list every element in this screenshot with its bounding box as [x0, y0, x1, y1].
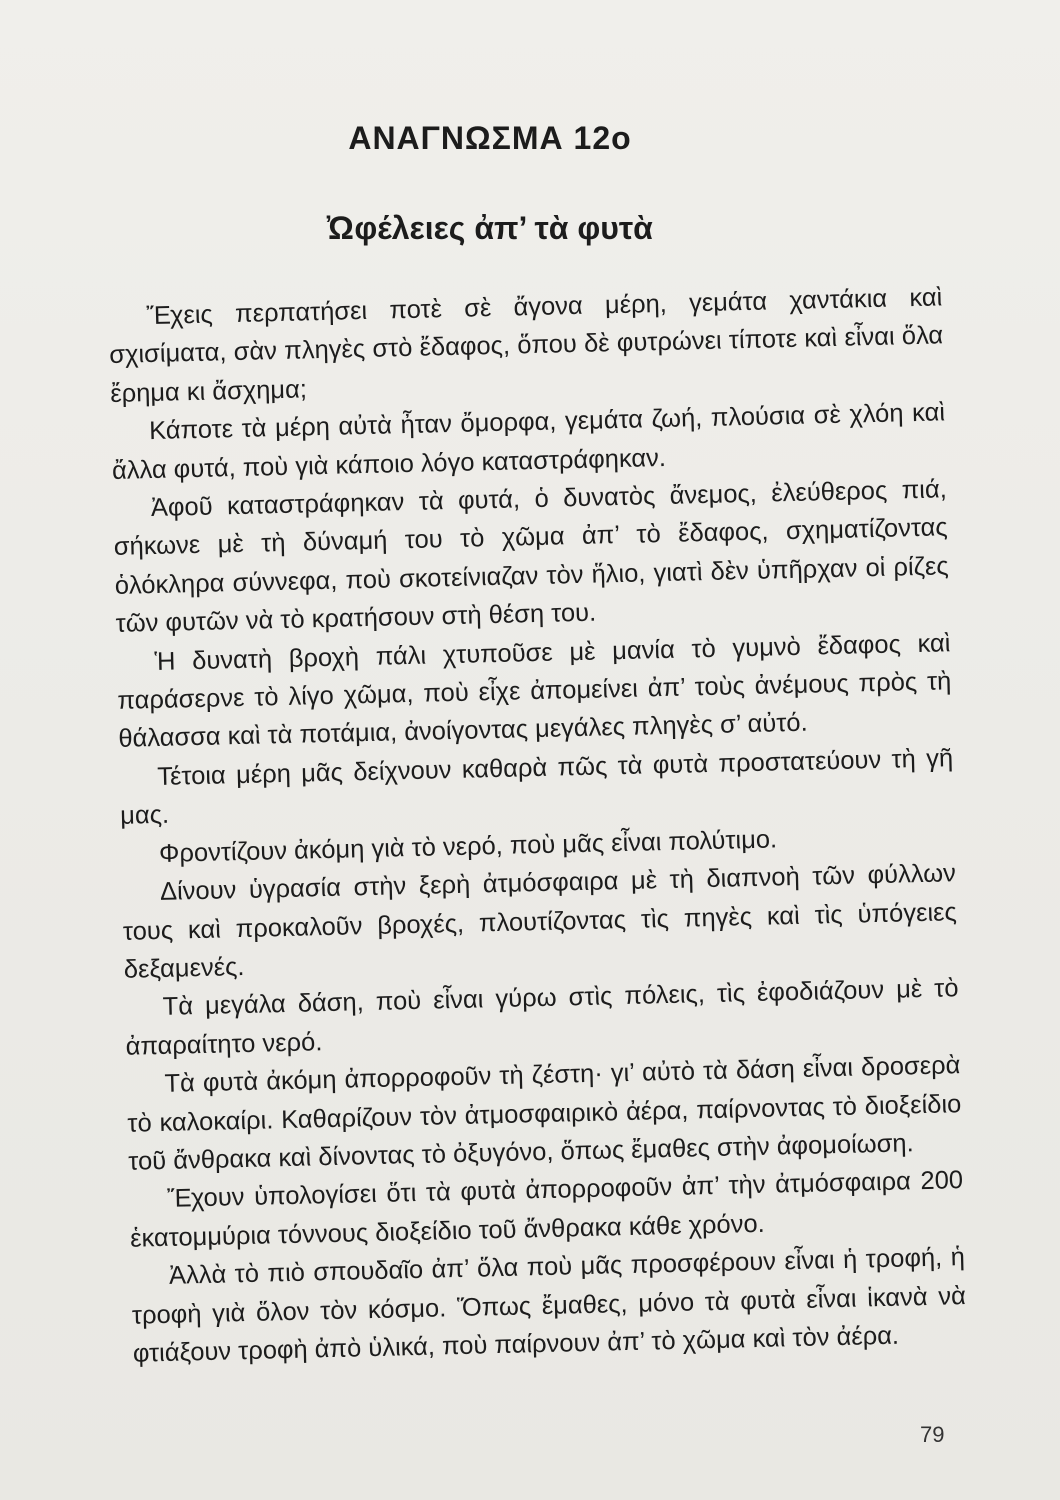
reading-heading: ΑΝΑΓΝΩΣΜΑ 12ο: [348, 120, 632, 156]
paragraph: Φροντίζουν ἀκόμη γιὰ τὸ νερό, ποὺ μᾶς εἶναι πολύτιμο.: [158, 825, 778, 868]
paragraph: Ἔχουν ὑπολογίσει ὅτι τὰ φυτὰ ἀπορροφοῦν ἀπ’ τὴν ἀτμόσφαιρα 200 ἑκατομμύρια τόννους διοξείδιο τοῦ ἄνθρακα κάθε χρόνο.: [129, 1166, 964, 1253]
paragraph: Ἀλλὰ τὸ πιὸ σπουδαῖο ἀπ’ ὅλα ποὺ μᾶς προσφέρουν εἶναι ἡ τροφή, ἡ τροφὴ γιὰ ὅλον τὸν κόσμο. Ὅπως ἔμαθες, μόνο τὰ φυτὰ εἶναι ἱκανὰ νὰ φτιάξουν τροφὴ ἀπὸ ὑλικά, ποὺ παίρνουν ἀπ’ τὸ χῶμα καὶ τὸν ἀέρα.: [131, 1243, 967, 1368]
reading-title: Ὠφέλειες ἀπ’ τὰ φυτὰ: [327, 210, 653, 246]
paragraph: Κάποτε τὰ μέρη αὐτὰ ἦταν ὄμορφα, γεμάτα ζωή, πλούσια σὲ χλόη καὶ ἄλλα φυτά, ποὺ γιὰ κάποιο λόγο καταστράφηκαν.: [111, 398, 946, 485]
paragraph: Τέτοια μέρη μᾶς δείχνουν καθαρὰ πῶς τὰ φυτὰ προστατεύουν τὴ γῆ μας.: [119, 744, 954, 831]
page-number: 79: [920, 1422, 945, 1447]
paragraph: Δίνουν ὑγρασία στὴν ξερὴ ἀτμόσφαιρα μὲ τὴ διαπνοὴ τῶν φύλλων τους καὶ προκαλοῦν βροχές, πλουτίζοντας τὶς πηγὲς καὶ τὶς ὑπόγειες δεξαμενές.: [122, 859, 958, 984]
paragraph: Ἡ δυνατὴ βροχὴ πάλι χτυποῦσε μὲ μανία τὸ γυμνὸ ἔδαφος καὶ παράσερνε τὸ λίγο χῶμα, ποὺ εἶχε ἀπομείνει ἀπ’ τοὺς ἀνέμους πρὸς τὴ θάλασσα καὶ τὰ ποτάμια, ἀνοίγοντας μεγάλες πληγὲς σ’ αὐτό.: [117, 628, 952, 754]
paragraph: Ἀφοῦ καταστράφηκαν τὰ φυτά, ὁ δυνατὸς ἄνεμος, ἐλεύθερος πιά, σήκωνε μὲ τὴ δύναμή του τὸ χῶμα ἀπ’ τὸ ἔδαφος, σχηματίζοντας ὁλόκληρα σύννεφα, ποὺ σκοτείνιαζαν τὸν ἥλιο, γιατὶ δὲν ὑπῆρχαν οἱ ρίζες τῶν φυτῶν νὰ τὸ κρατήσουν στὴ θέση του.: [113, 475, 949, 639]
paragraph: Τὰ μεγάλα δάση, ποὺ εἶναι γύρω στὶς πόλεις, τὶς ἐφοδιάζουν μὲ τὸ ἀπαραίτητο νερό.: [125, 974, 959, 1061]
paragraph: Τὰ φυτὰ ἀκόμη ἀπορροφοῦν τὴ ζέστη· γι’ αὐτὸ τὰ δάση εἶναι δροσερὰ τὸ καλοκαίρι. Καθαρίζουν τὸν ἀτμοσφαιρικὸ ἀέρα, παίρνοντας τὸ διοξείδιο τοῦ ἄνθρακα καὶ δίνοντας τὸ ὀξυγόνο, ὅπως ἔμαθες στὴν ἀφομοίωση.: [127, 1051, 962, 1176]
body-text: [108, 278, 967, 1373]
paragraph: Ἔχεις περπατήσει ποτὲ σὲ ἄγονα μέρη, γεμάτα χαντάκια καὶ σχισίματα, σὰν πληγὲς στὸ ἔδαφος, ὅπου δὲ φυτρώνει τίποτε καὶ εἶναι ὅλα ἔρημα κι ἄσχημα;: [109, 283, 944, 408]
